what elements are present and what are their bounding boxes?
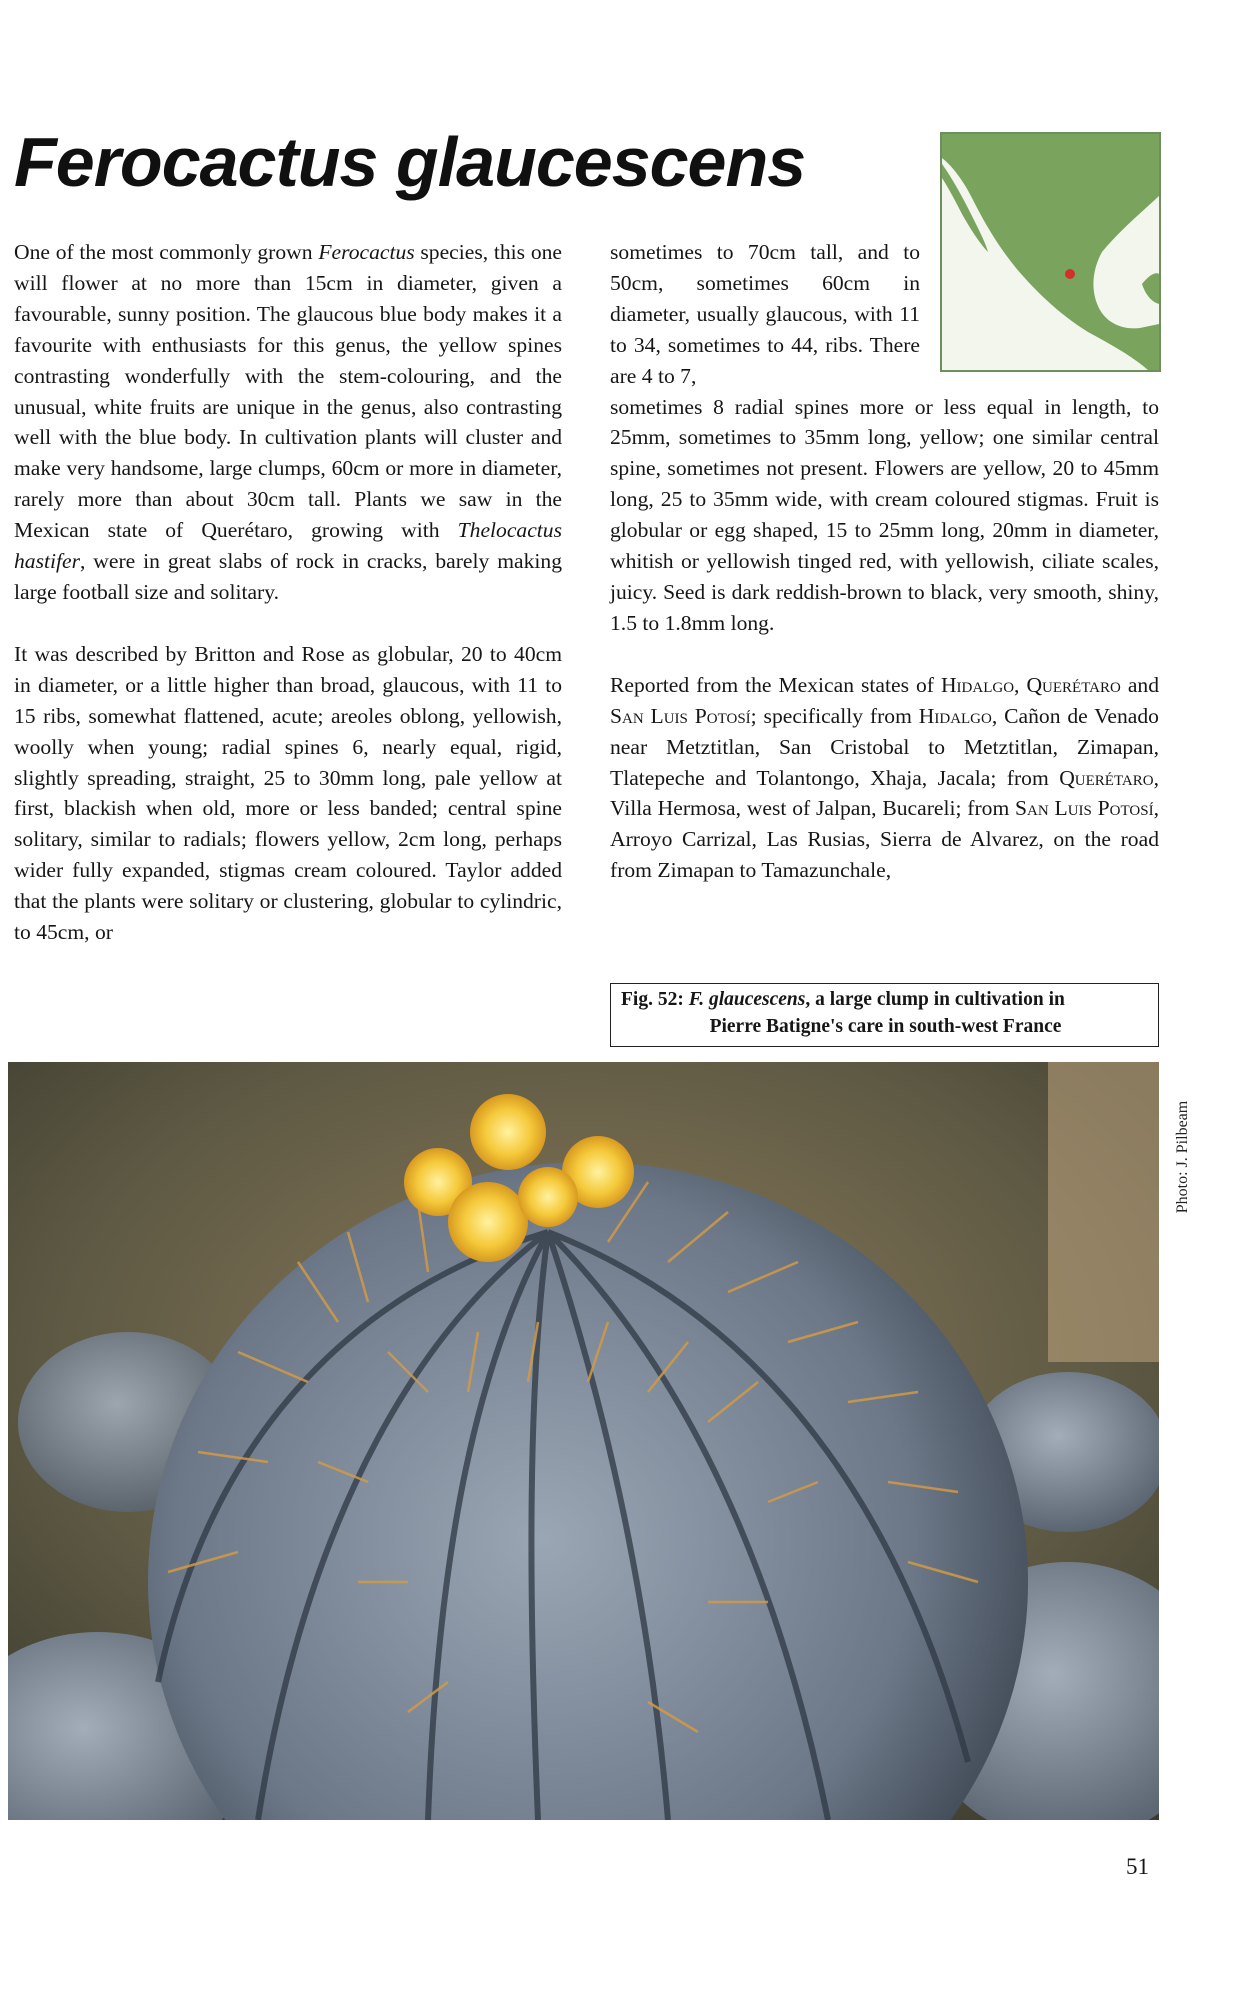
text-run: , [1014,672,1027,697]
genus-name: Ferocactus [318,240,415,264]
continuation-paragraph-narrow: sometimes to 70cm tall, and to 50cm, sometimes 60cm in diameter, usually glaucous, with 11 to 34, sometimes to 44, ribs. There are 4 to 7, [610,240,920,388]
text-run: species, this one will flower at no more than 15cm in diameter, given a favourable, sunny position. The glaucous blue body makes it a favourite with enthusiasts for this genus, the yellow spines contrasting wonderfully with the stem-colouring, and the unusual, white fruits are unique in the genus, also contrasting well with the blue body. In cultivation plants will cluster and make very handsome, large clumps, 60cm or more in diameter, rarely more than about 30cm tall. Plants we saw in the Mexican state of Querétaro, growing with [14,240,562,543]
caption-text-line2: Pierre Batigne's care in south-west France [709,1016,1062,1037]
photo-credit [1163,1062,1203,1252]
state-name: Querétaro [1026,672,1121,697]
continuation-paragraph: sometimes 8 radial spines more or less equal in length, to 25mm, sometimes to 35mm long, yellow; one similar central spine, sometimes not present. Flowers are yellow, 20 to 45mm long, 25 to 35mm wide, with cream coloured stigmas. Fruit is globular or egg shaped, 15 to 25mm long, 20mm in diameter, whitish or yellowish tinged red, with yellowish, ciliate scales, juicy. Seed is dark reddish-brown to black, very smooth, shiny, 1.5 to 1.8mm long. [610,394,1159,635]
caption-text: , a large clump in cultivation in [805,989,1065,1010]
page-number: 51 [1126,1854,1149,1879]
left-column [14,237,562,948]
text-run: , Villa Hermosa, west of Jalpan, Bucareli; from [610,765,1159,821]
text-run: Reported from the Mexican states of [610,672,941,697]
page-title: Ferocactus glaucescens [14,123,806,201]
distribution-paragraph [610,670,1159,886]
text-run: , were in great slabs of rock in cracks, barely making large football size and solitary. [14,549,562,604]
intro-paragraph [14,237,562,608]
figure-species: F. glaucescens [688,989,806,1010]
figure-label: Fig. 52: [621,989,684,1010]
text-run: One of the most commonly grown [14,240,319,264]
state-name: Querétaro [1059,765,1154,790]
cactus-photo [8,1062,1159,1820]
species-name: Thelocactus hastifer [14,518,562,574]
text-run: , Arroyo Carrizal, Las Rusias, Sierra de Alvarez, on the road from Zimapan to Tamazunchale, [610,796,1159,883]
photo-credit-text: Photo: J. Pilbeam [1174,1100,1191,1214]
text-run: and [1120,672,1159,697]
text-run: ; specifically from [750,703,919,728]
text-run: , Cañon de Venado near Metztitlan, San Cristobal to Metztitlan, Zimapan, Tlatepeche and Tolantongo, Xhaja, Jacala; from [610,703,1159,790]
right-column [610,237,1159,886]
description-paragraph: It was described by Britton and Rose as globular, 20 to 40cm in diameter, or a little higher than broad, glaucous, with 11 to 15 ribs, somewhat flattened, acute; areoles oblong, yellowish, woolly when young; radial spines 6, nearly equal, rigid, slightly spreading, straight, 25 to 30mm long, pale yellow at first, blackish when old, more or less banded; central spine solitary, similar to radials; flowers yellow, 2cm long, perhaps wider fully expanded, stigmas cream coloured. Taylor added that the plants were solitary or clustering, globular to cylindric, to 45cm, or [14,641,562,945]
cactus-photo-graphic [8,1062,1159,1820]
figure-caption [610,983,1159,1047]
state-name: San Luis Potosí [610,703,751,728]
state-name: Hidalgo [918,703,992,728]
state-name: Hidalgo [940,672,1015,697]
state-name: San Luis Potosí [1015,796,1154,821]
